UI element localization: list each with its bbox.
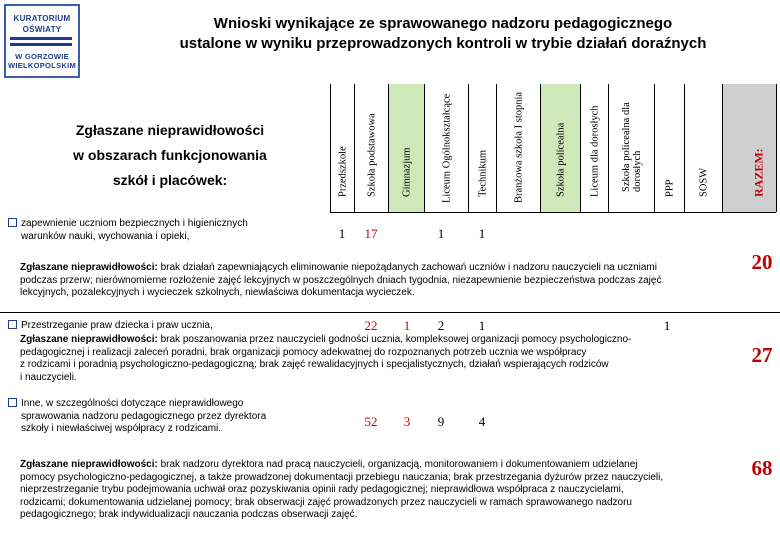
section-2-value-gimnazjum: 1 — [403, 318, 411, 333]
column-header-razem — [722, 84, 776, 212]
column-header-branzowa — [496, 84, 540, 212]
section-1-value-przedszkole: 1 — [338, 226, 346, 241]
section-2-value-liceum: 2 — [437, 318, 445, 333]
section-3-desc-line2: pomocy psychologiczno-pedagogicznej, a także prowadzonej dokumentacji przebiegu nauczania; brak przestrzegania dyżurów przez nauczycieli, — [20, 471, 664, 483]
section-3-value-liceum: 9 — [437, 414, 445, 429]
column-header-ppp — [654, 84, 684, 212]
section-3-label-line2: sprawowania nadzoru pedagogicznego przez dyrektora — [21, 410, 267, 422]
column-header-przedszkole — [330, 84, 354, 212]
section-2-total: 27 — [744, 343, 780, 368]
page-title — [110, 14, 776, 54]
table-title-line3: szkół i placówek: — [112, 172, 228, 188]
section-2-value-szkola-podstawowa: 22 — [364, 318, 378, 333]
column-header-liceum-dla-doroslych — [580, 84, 608, 212]
column-header-label: Szkoła policealna dla dorosłych — [620, 102, 643, 192]
section-2-description — [20, 334, 720, 384]
section-3-value-gimnazjum: 3 — [403, 414, 411, 429]
column-header-szkola-podstawowa — [354, 84, 388, 212]
page-title-line2: ustalone w wyniku przeprowadzonych kontroli w trybie działań doraźnych — [179, 35, 707, 52]
header-right-border — [776, 84, 777, 212]
logo-book-line-icon — [10, 43, 72, 46]
logo-text-city: W GORZOWIE — [15, 52, 69, 61]
column-header-policealna-doroslych — [608, 84, 654, 212]
section-2-desc-line1: brak poszanowania przez nauczycieli godności ucznia, kompleksowej organizacji pomocy psychologiczno- — [157, 334, 632, 345]
section-3-desc-line1: brak nadzoru dyrektora nad pracą nauczycieli, organizacją, monitorowaniem i dokumentowaniem udzielanej — [157, 459, 638, 470]
table-title — [30, 118, 310, 193]
section-1-value-technikum: 1 — [478, 226, 486, 241]
section-3-desc-line3: nieprzestrzeganie trybu podejmowania uchwał oraz pozyskiwania opinii rady pedagogicznej; nieprawidłowa współpraca z nauczycielami, — [20, 484, 624, 495]
bullet-checkbox-icon — [8, 218, 17, 227]
section-3-desc-line4: rodzicami; dokumentowania udzielanej pomocy; brak obserwacji zajęć prowadzonych przez nauczycieli w ramach sprawowanego nadzoru — [20, 496, 632, 508]
section-2-label-line1: Przestrzeganie praw dziecka i praw ucznia, — [21, 320, 213, 331]
section-1-value-liceum: 1 — [437, 226, 445, 241]
section-2-value-technikum: 1 — [478, 318, 486, 333]
column-header-gimnazjum — [388, 84, 424, 212]
section-3-description — [20, 459, 720, 522]
column-header-technikum — [468, 84, 496, 212]
header-bottom-border — [330, 212, 776, 213]
section-1-total: 20 — [744, 250, 780, 275]
section-1-desc-head: Zgłaszane nieprawidłowości: — [20, 262, 158, 273]
section-2-desc-line2: pedagogicznej i realizacji zaleceń poradni, brak organizacji pomocy adekwatnej do rozpoznanych potrzeb ucznia we współpracy — [20, 346, 587, 358]
section-1-label-line2: warunków nauki, wychowania i opieki, — [21, 230, 190, 242]
page-title-line1: Wnioski wynikające ze sprawowanego nadzoru pedagogicznego — [213, 15, 673, 32]
section-3-desc-head: Zgłaszane nieprawidłowości: — [20, 459, 158, 470]
section-1-label — [8, 218, 248, 243]
section-1-label-line1: zapewnienie uczniom bezpiecznych i higienicznych — [21, 218, 248, 229]
section-2-desc-head: Zgłaszane nieprawidłowości: — [20, 334, 158, 345]
section-1-description — [20, 262, 720, 300]
column-header-label: RAZEM: — [751, 148, 766, 197]
column-header-label: Liceum dla dorosłych — [589, 105, 600, 197]
column-header-label: Szkoła podstawowa — [366, 113, 377, 197]
column-header-label: Liceum Ogólnokształcące — [441, 93, 452, 203]
column-header-label: Branżowa szkoła I stopnia — [513, 91, 524, 203]
logo-book-line-icon — [10, 37, 72, 40]
section-1-desc-line1: brak działań zapewniających eliminowanie niepożądanych zachowań uczniów i nadzoru nauczycieli na uczniami — [157, 262, 657, 273]
column-header-label: Technikum — [477, 149, 488, 197]
section-3-value-technikum: 4 — [478, 414, 486, 429]
column-header-liceum — [424, 84, 468, 212]
section-2-label — [8, 320, 213, 333]
section-3-label — [8, 398, 266, 436]
section-2-value-policealna-doroslych: 1 — [663, 318, 671, 333]
section-2-desc-line3: z rodzicami i poradnią psychologiczno-pedagogiczną; brak zajęć rewalidacyjnych i specjalistycznych, działań wspierających rodziców — [20, 359, 609, 370]
section-3-total: 68 — [744, 456, 780, 481]
section-1-desc-line3: lekcyjnych, pozalekcyjnych i wycieczek szkolnych, niewłaściwa dokumentacja wycieczek. — [20, 287, 415, 298]
section-3-value-szkola-podstawowa: 52 — [364, 414, 378, 429]
table-title-line1: Zgłaszane nieprawidłowości — [75, 122, 265, 138]
section-divider — [0, 312, 780, 313]
table-title-line2: w obszarach funkcjonowania — [73, 147, 267, 163]
column-header-label: PPP — [664, 179, 675, 197]
column-header-label: Przedszkole — [337, 146, 348, 197]
logo-text-region: WIELKOPOLSKIM — [7, 61, 77, 70]
logo-text-oswiaty: OŚWIATY — [22, 25, 62, 34]
section-3-label-line1: Inne, w szczególności dotyczące nieprawidłowego — [21, 398, 244, 409]
kuratorium-logo — [4, 4, 80, 78]
column-header-label: SOSW — [698, 167, 709, 197]
logo-text-kuratorium: KURATORIUM — [13, 14, 71, 23]
section-1-value-szkola-podstawowa: 17 — [364, 226, 378, 241]
section-1-desc-line2: podczas przerw; nierównomierne rozłożenie zajęć lekcyjnych w poszczególnych dniach tygodnia, niezapewnienie bezpieczeństwa podczas zajęć — [20, 274, 662, 286]
column-header-szkola-policealna — [540, 84, 580, 212]
column-header-sosw — [684, 84, 722, 212]
bullet-checkbox-icon — [8, 320, 17, 329]
section-3-label-line3: szkoły i niewłaściwej współpracy z rodzicami. — [21, 423, 222, 434]
column-header-label: Gimnazjum — [401, 147, 412, 197]
section-2-desc-line4: i nauczycieli. — [20, 371, 77, 383]
column-header-label: Szkoła policealna — [555, 122, 566, 197]
section-3-desc-line5: pedagogicznego; brak indywidualizacji nauczania podczas obserwacji zajęć. — [20, 509, 358, 520]
bullet-checkbox-icon — [8, 398, 17, 407]
